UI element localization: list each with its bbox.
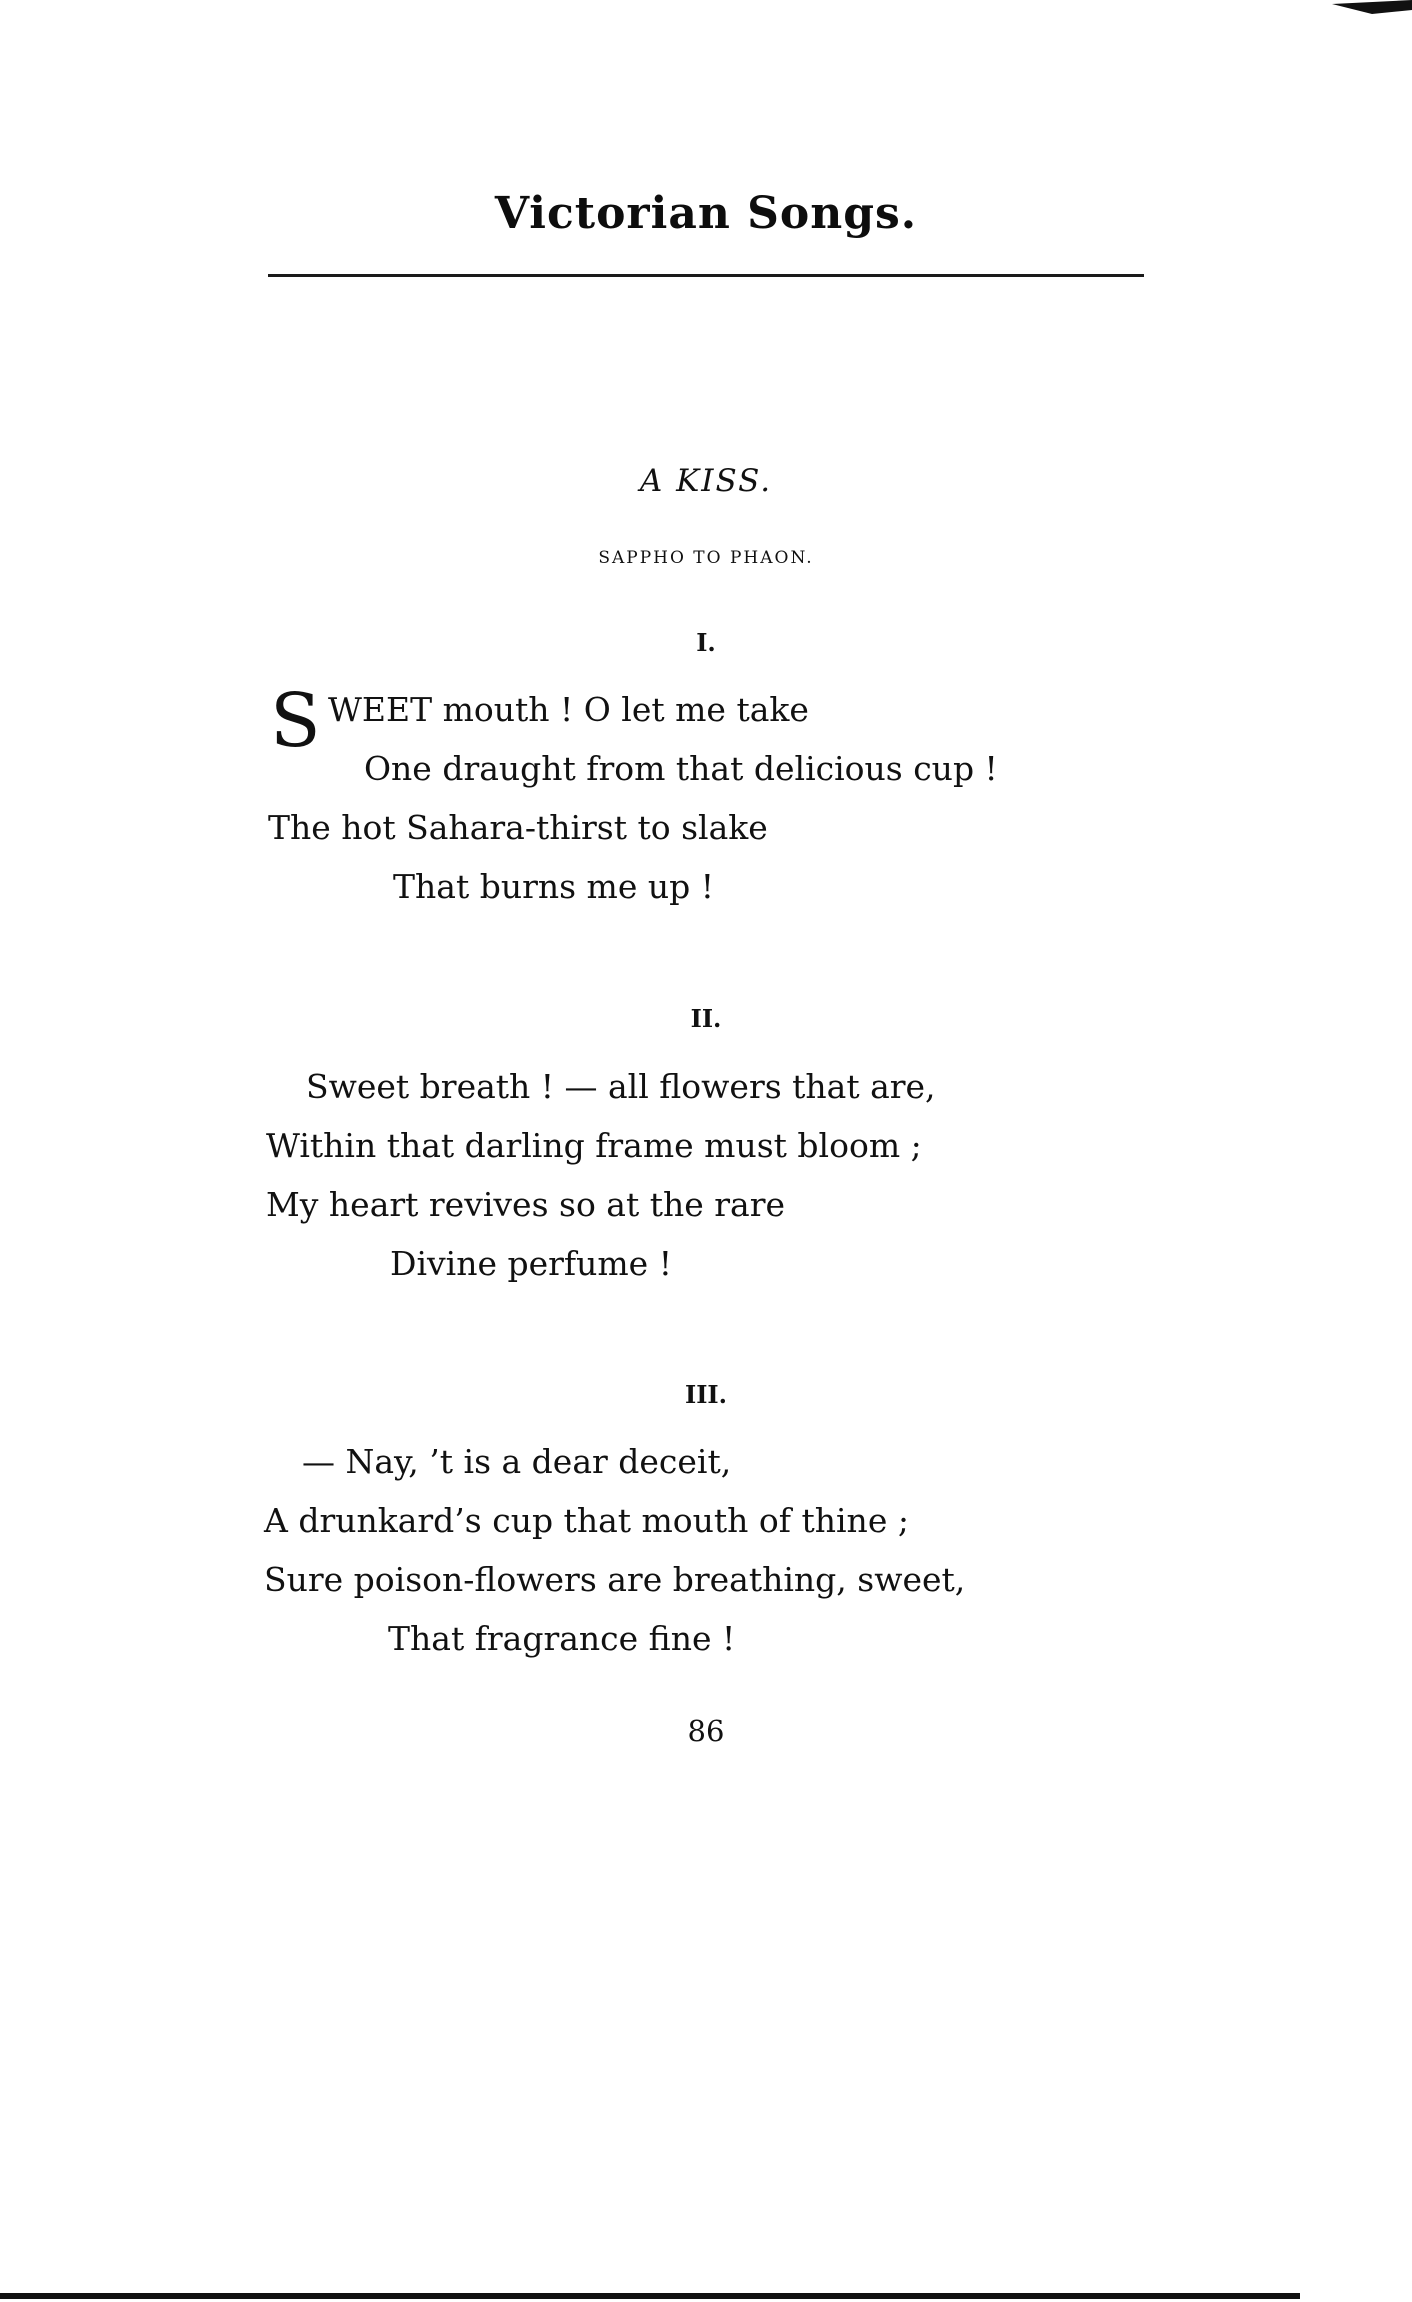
verse-line: My heart revives so at the rare	[266, 1185, 786, 1224]
drop-cap: S	[270, 678, 321, 764]
bottom-edge-rule	[0, 2293, 1300, 2299]
verse-line: That fragrance fine !	[388, 1619, 736, 1658]
verse-line: Sure poison-flowers are breathing, sweet,	[264, 1560, 966, 1599]
verse-line: That burns me up !	[393, 867, 714, 906]
verse-line: A drunkard’s cup that mouth of thine ;	[264, 1501, 909, 1540]
poem-title: A KISS.	[639, 463, 773, 499]
verse-line: — Nay, ’t is a dear deceit,	[302, 1442, 732, 1481]
header-rule	[268, 274, 1144, 277]
stanza-numeral: I.	[696, 628, 716, 657]
corner-ink-mark	[1332, 0, 1412, 30]
running-head: Victorian Songs.	[494, 188, 918, 239]
page-number: 86	[687, 1714, 725, 1748]
verse-line: Sweet breath ! — all flowers that are,	[306, 1067, 936, 1106]
stanza-numeral: II.	[690, 1004, 722, 1033]
verse-line: The hot Sahara-thirst to slake	[268, 808, 768, 847]
verse-line: One draught from that delicious cup !	[364, 749, 998, 788]
verse-line: Within that darling frame must bloom ;	[266, 1126, 922, 1165]
verse-line: Divine perfume !	[390, 1244, 672, 1283]
stanza-numeral: III.	[684, 1380, 728, 1409]
poem-subtitle: SAPPHO TO PHAON.	[598, 548, 814, 568]
verse-line: WEET mouth ! O let me take	[328, 690, 809, 729]
